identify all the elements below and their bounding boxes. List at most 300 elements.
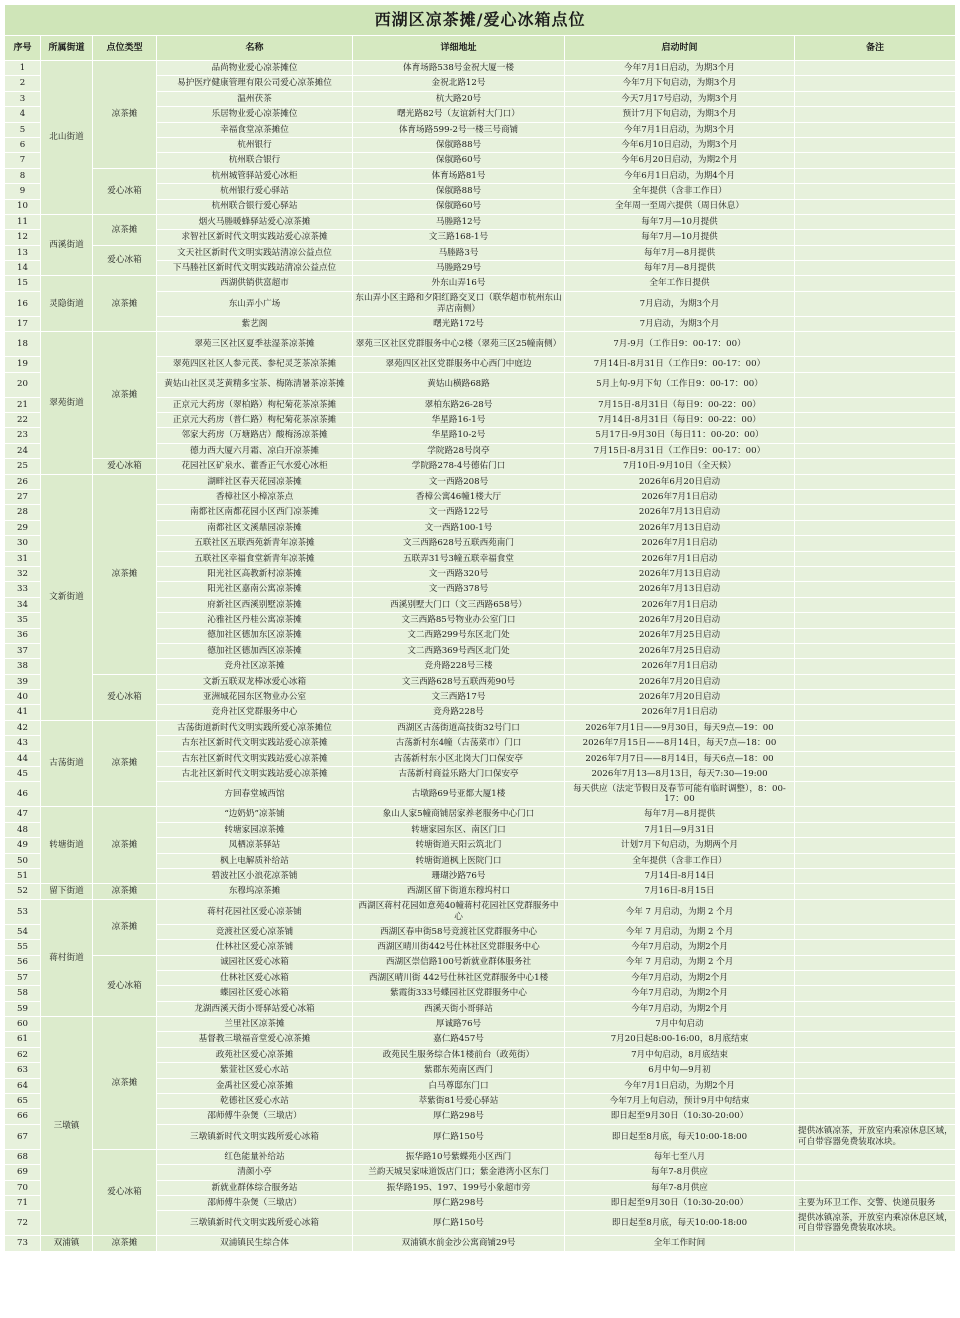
name-cell: 杭州联合银行爱心驿站 [157,199,353,214]
name-cell: 紫萱社区爱心水站 [157,1063,353,1078]
row-number-cell: 52 [5,884,41,899]
row-number-cell: 71 [5,1196,41,1211]
name-cell: 紫艺阁 [157,316,353,331]
point-type-cell: 凉茶摊 [93,61,157,169]
remark-cell [795,474,956,489]
address-cell: 厚仁路150号 [353,1124,565,1149]
table-row [5,61,956,76]
name-cell: 杭州银行爱心驿站 [157,184,353,199]
remark-cell [795,838,956,853]
row-number-cell: 53 [5,899,41,924]
table-row [5,332,956,357]
remark-cell [795,397,956,412]
row-number-cell: 44 [5,751,41,766]
address-cell: 古荡新村商益乐路大门口保安亭 [353,767,565,782]
row-number-cell: 16 [5,291,41,316]
name-cell: 诚园社区爱心冰箱 [157,955,353,970]
start-time-cell: 2026年7月1日——9月30日，每天9点—19：00 [565,720,795,735]
remark-cell [795,230,956,245]
start-time-cell: 每年7月—10月提供 [565,230,795,245]
table-row [5,168,956,183]
start-time-cell: 2026年7月20日启动 [565,674,795,689]
remark-cell [795,184,956,199]
remark-cell: 提供冰镇凉茶，开放室内乘凉休息区域，可自带容器免费装取冰块。 [795,1124,956,1149]
row-number-cell: 6 [5,137,41,152]
row-number-cell: 64 [5,1078,41,1093]
name-cell: 阳光社区嘉南公寓凉茶摊 [157,582,353,597]
address-cell: 转塘街道枫上医院门口 [353,853,565,868]
address-cell: 西湖区古荡街道高技街32号门口 [353,720,565,735]
table-row [5,474,956,489]
remark-cell: 提供冰镇凉茶，开放室内乘凉休息区域，可自带容器免费装取冰块。 [795,1211,956,1236]
street-cell: 西溪街道 [41,214,93,276]
address-cell: 紫霞街333号蝶园社区党群服务中心 [353,986,565,1001]
street-cell: 灵隐街道 [41,276,93,332]
row-number-cell: 11 [5,214,41,229]
row-number-cell: 56 [5,955,41,970]
remark-cell [795,924,956,939]
start-time-cell: 今年7月启动，为期2个月 [565,1001,795,1016]
address-cell: 翠柏东路26-28号 [353,397,565,412]
remark-cell [795,853,956,868]
row-number-cell: 33 [5,582,41,597]
address-cell: 翠苑四区社区党群服务中心西门中庭边 [353,357,565,372]
street-cell: 文新街道 [41,474,93,720]
name-cell: 沁雅社区丹桂公寓凉茶摊 [157,613,353,628]
name-cell: 红色能量补给站 [157,1149,353,1164]
table-row [5,884,956,899]
remark-cell [795,1017,956,1032]
name-cell: 杭州联合银行 [157,153,353,168]
row-number-cell: 15 [5,276,41,291]
point-type-cell: 爱心冰箱 [93,955,157,1017]
start-time-cell: 7月启动，为期3个月 [565,291,795,316]
row-number-cell: 20 [5,372,41,397]
start-time-cell: 今天7月17号启动，为期3个月 [565,91,795,106]
remark-cell [795,1094,956,1109]
remark-cell [795,443,956,458]
address-cell: 竞舟路228号三楼 [353,659,565,674]
row-number-cell: 61 [5,1032,41,1047]
row-number-cell: 5 [5,122,41,137]
row-number-cell: 60 [5,1017,41,1032]
street-cell: 古荡街道 [41,720,93,807]
row-number-cell: 55 [5,940,41,955]
start-time-cell: 全年周一至周六提供（周日休息） [565,199,795,214]
address-cell: 文一西路378号 [353,582,565,597]
row-number-cell: 8 [5,168,41,183]
point-type-cell: 凉茶摊 [93,899,157,955]
row-number-cell: 19 [5,357,41,372]
start-time-cell: 5月17日-9月30日（每日11：00-20：00） [565,428,795,443]
table-row [5,1017,956,1032]
name-cell: 乐居物业爱心凉茶摊位 [157,107,353,122]
point-type-cell: 凉茶摊 [93,720,157,807]
remark-cell [795,782,956,807]
table-row [5,899,956,924]
start-time-cell: 7月15日-8月31日（工作日9：00-17：00） [565,443,795,458]
start-time-cell: 每年7-8月供应 [565,1180,795,1195]
remark-cell [795,659,956,674]
name-cell: 正京元大药房（普仁路）枸杞菊花茶凉茶摊 [157,413,353,428]
row-number-cell: 45 [5,767,41,782]
start-time-cell: 7月启动，为期3个月 [565,316,795,331]
start-time-cell: 即日起至9月30日（10:30-20:00） [565,1109,795,1124]
address-cell: 西溪别墅大门口（文三西路658号） [353,597,565,612]
address-cell: 文二西路369号西区北门处 [353,643,565,658]
name-cell: 五联社区幸福食堂新青年凉茶摊 [157,551,353,566]
start-time-cell: 2026年7月25日启动 [565,628,795,643]
remark-cell [795,955,956,970]
point-type-cell: 爱心冰箱 [93,674,157,720]
point-type-cell: 爱心冰箱 [93,245,157,276]
start-time-cell: 今年7月启动，为期2个月 [565,986,795,1001]
start-time-cell: 全年工作日提供 [565,276,795,291]
remark-cell: 主要为环卫工作、交警、快递员服务 [795,1196,956,1211]
address-cell: 学院路28号岗亭 [353,443,565,458]
name-cell: 易护医疗健康管理有限公司爱心凉茶摊位 [157,76,353,91]
name-cell: 古东社区新时代文明实践站爱心凉茶摊 [157,736,353,751]
start-time-cell: 每年七至八月 [565,1149,795,1164]
remark-cell [795,413,956,428]
address-cell: 体育场路81号 [353,168,565,183]
table-row [5,459,956,474]
address-cell: 振华路10号紫蝶苑小区西门 [353,1149,565,1164]
name-cell: 古东社区新时代文明实践站爱心凉茶摊 [157,751,353,766]
name-cell: 蒋村花园社区爱心凉茶铺 [157,899,353,924]
remark-cell [795,505,956,520]
row-number-cell: 2 [5,76,41,91]
remark-cell [795,372,956,397]
remark-cell [795,643,956,658]
name-cell: 邵师傅牛杂煲（三墩店） [157,1196,353,1211]
address-cell: 西湖区晴川街 442号仕林社区党群服务中心1楼 [353,970,565,985]
name-cell: 德加社区德加东区凉茶摊 [157,628,353,643]
row-number-cell: 49 [5,838,41,853]
name-cell: 阳光社区高教新村凉茶摊 [157,566,353,581]
point-type-cell: 爱心冰箱 [93,168,157,214]
row-number-cell: 14 [5,261,41,276]
table-row [5,276,956,291]
table-row [5,674,956,689]
start-time-cell: 7月14日-8月14日 [565,868,795,883]
remark-cell [795,1001,956,1016]
table-row [5,1236,956,1251]
remark-cell [795,214,956,229]
remark-cell [795,1063,956,1078]
row-number-cell: 63 [5,1063,41,1078]
address-cell: 文一西路320号 [353,566,565,581]
point-type-cell: 凉茶摊 [93,474,157,674]
row-number-cell: 12 [5,230,41,245]
address-cell: 保俶路88号 [353,184,565,199]
start-time-cell: 今年7月上旬启动，预计9月中旬结束 [565,1094,795,1109]
name-cell: 清颜小亭 [157,1165,353,1180]
row-number-cell: 10 [5,199,41,214]
street-cell: 三墩镇 [41,1017,93,1236]
start-time-cell: 2026年7月1日启动 [565,489,795,504]
remark-cell [795,736,956,751]
row-number-cell: 73 [5,1236,41,1251]
table-row [5,955,956,970]
name-cell: 杭州银行 [157,137,353,152]
name-cell: 转塘家园凉茶摊 [157,822,353,837]
row-number-cell: 57 [5,970,41,985]
name-cell: 东穆坞凉茶摊 [157,884,353,899]
start-time-cell: 2026年7月20日启动 [565,690,795,705]
start-time-cell: 2026年7月13日启动 [565,566,795,581]
column-header: 详细地址 [353,36,565,61]
address-cell: 香樟公寓46幢1楼大厅 [353,489,565,504]
row-number-cell: 39 [5,674,41,689]
remark-cell [795,970,956,985]
row-number-cell: 65 [5,1094,41,1109]
address-cell: 厚诚路76号 [353,1017,565,1032]
address-cell: 文三西路628号五联西苑90号 [353,674,565,689]
row-number-cell: 38 [5,659,41,674]
address-cell: 翠苑三区社区党群服务中心2楼（翠苑三区25幢南侧） [353,332,565,357]
remark-cell [795,122,956,137]
remark-cell [795,613,956,628]
remark-cell [795,751,956,766]
address-cell: 文三西路85号物业办公室门口 [353,613,565,628]
name-cell: 方回春堂城西馆 [157,782,353,807]
remark-cell [795,1149,956,1164]
start-time-cell: 全年提供（含非工作日） [565,184,795,199]
row-number-cell: 24 [5,443,41,458]
address-cell: 厚仁路298号 [353,1109,565,1124]
point-type-cell: 爱心冰箱 [93,1149,157,1236]
name-cell: 金禹社区爱心凉茶摊 [157,1078,353,1093]
address-cell: 五联弄31号3幢五联幸福食堂 [353,551,565,566]
row-number-cell: 3 [5,91,41,106]
start-time-cell: 每年7月—8月提供 [565,261,795,276]
address-cell: 华星路16-1号 [353,413,565,428]
start-time-cell: 今年7月启动，为期2个月 [565,940,795,955]
address-cell: 文三路168-1号 [353,230,565,245]
start-time-cell: 7月-9月（工作日9：00-17：00） [565,332,795,357]
address-cell: 珊瑚沙路76号 [353,868,565,883]
remark-cell [795,899,956,924]
address-cell: 文三西路17号 [353,690,565,705]
start-time-cell: 即日起至8月底，每天10:00-18:00 [565,1124,795,1149]
remark-cell [795,551,956,566]
row-number-cell: 54 [5,924,41,939]
remark-cell [795,459,956,474]
address-cell: 古荡新村东小区北岗大门口保安亭 [353,751,565,766]
row-number-cell: 47 [5,807,41,822]
name-cell: 文天社区新时代文明实践站清凉公益点位 [157,245,353,260]
address-cell: 曙光路82号（友谊新村大门口） [353,107,565,122]
start-time-cell: 计划7月下旬启动，为期两个月 [565,838,795,853]
address-cell: 文一西路208号 [353,474,565,489]
row-number-cell: 48 [5,822,41,837]
start-time-cell: 今年7月1日启动，为期2个月 [565,1078,795,1093]
remark-cell [795,868,956,883]
address-cell: 白马尊邸东门口 [353,1078,565,1093]
remark-cell [795,489,956,504]
point-type-cell: 凉茶摊 [93,1236,157,1251]
start-time-cell: 2026年7月1日启动 [565,536,795,551]
remark-cell [795,520,956,535]
row-number-cell: 18 [5,332,41,357]
address-cell: 西湖区留下街道东穆坞村口 [353,884,565,899]
name-cell: 黄姑山社区灵芝黄精多宝茶、梅陈清暑茶凉茶摊 [157,372,353,397]
row-number-cell: 72 [5,1211,41,1236]
remark-cell [795,986,956,1001]
street-cell: 转塘街道 [41,807,93,884]
table-container [4,4,955,1252]
row-number-cell: 68 [5,1149,41,1164]
row-number-cell: 30 [5,536,41,551]
remark-cell [795,316,956,331]
start-time-cell: 2026年7月7日——8月14日，每天6点—18：00 [565,751,795,766]
name-cell: 湖畔社区春天花园凉茶摊 [157,474,353,489]
name-cell: 竞舟社区党群服务中心 [157,705,353,720]
column-header: 名称 [157,36,353,61]
name-cell: 邵师傅牛杂煲（三墩店） [157,1109,353,1124]
start-time-cell: 7月1日—9月31日 [565,822,795,837]
points-table [4,4,956,1252]
address-cell: 紫郡东苑南区西门 [353,1063,565,1078]
address-cell: 转塘街道天阳云筑北门 [353,838,565,853]
name-cell: 东山弄小广场 [157,291,353,316]
row-number-cell: 17 [5,316,41,331]
address-cell: 学院路278-4号德佑门口 [353,459,565,474]
start-time-cell: 2026年7月1日启动 [565,597,795,612]
row-number-cell: 51 [5,868,41,883]
remark-cell [795,940,956,955]
remark-cell [795,428,956,443]
row-number-cell: 26 [5,474,41,489]
table-body [5,61,956,1252]
remark-cell [795,690,956,705]
start-time-cell: 即日起至9月30日（10:30-20:00） [565,1196,795,1211]
name-cell: 蝶园社区爱心冰箱 [157,986,353,1001]
name-cell: 翠苑三区社区夏季祛湿茶凉茶摊 [157,332,353,357]
start-time-cell: 2026年7月13日启动 [565,505,795,520]
name-cell: 凤栖凉茶驿站 [157,838,353,853]
start-time-cell: 7月中旬启动，8月底结束 [565,1047,795,1062]
remark-cell [795,1236,956,1251]
row-number-cell: 23 [5,428,41,443]
name-cell: 乾德社区爱心水站 [157,1094,353,1109]
remark-cell [795,767,956,782]
row-number-cell: 58 [5,986,41,1001]
row-number-cell: 27 [5,489,41,504]
name-cell: 幸福食堂凉茶摊位 [157,122,353,137]
remark-cell [795,582,956,597]
name-cell: 烟火马塍暖蜂驿站爱心凉茶摊 [157,214,353,229]
start-time-cell: 7月20日起8:00-16:00，8月底结束 [565,1032,795,1047]
point-type-cell: 凉茶摊 [93,214,157,245]
address-cell: 保俶路88号 [353,137,565,152]
header-row [5,36,956,61]
name-cell: 温州茯茶 [157,91,353,106]
address-cell: 马塍路29号 [353,261,565,276]
row-number-cell: 50 [5,853,41,868]
remark-cell [795,91,956,106]
name-cell: 兰里社区凉茶摊 [157,1017,353,1032]
address-cell: 文三西路628号五联西苑南门 [353,536,565,551]
start-time-cell: 全年提供（含非工作日） [565,853,795,868]
street-cell: 翠苑街道 [41,332,93,474]
remark-cell [795,332,956,357]
name-cell: 五联社区五联西苑新青年凉茶摊 [157,536,353,551]
name-cell: 求智社区新时代文明实践站爱心凉茶摊 [157,230,353,245]
start-time-cell: 6月中旬—9月初 [565,1063,795,1078]
address-cell: 马塍路3号 [353,245,565,260]
start-time-cell: 5月上旬-9月下旬（工作日9：00-17：00） [565,372,795,397]
row-number-cell: 41 [5,705,41,720]
remark-cell [795,1078,956,1093]
start-time-cell: 2026年7月13日启动 [565,582,795,597]
start-time-cell: 2026年7月1日启动 [565,705,795,720]
point-type-cell: 爱心冰箱 [93,459,157,474]
name-cell: 德加社区德加西区凉茶摊 [157,643,353,658]
street-cell: 留下街道 [41,884,93,899]
start-time-cell: 每年7月—10月提供 [565,214,795,229]
name-cell: 古荡街道新时代文明实践所爱心凉茶摊位 [157,720,353,735]
name-cell: 南都社区南都花园小区西门凉茶摊 [157,505,353,520]
row-number-cell: 25 [5,459,41,474]
column-header: 点位类型 [93,36,157,61]
start-time-cell: 每年7月—8月提供 [565,245,795,260]
address-cell: 兰韵天城吴家味道饭店门口；紫金港湾小区东门 [353,1165,565,1180]
address-cell: 西湖区崇信路100号新就业群体服务社 [353,955,565,970]
start-time-cell: 2026年7月1日启动 [565,551,795,566]
address-cell: 文二西路299号东区北门处 [353,628,565,643]
row-number-cell: 9 [5,184,41,199]
address-cell: 象山人家5幢商铺居家养老服务中心门口 [353,807,565,822]
name-cell: 文新五联双龙棒冰爱心冰箱 [157,674,353,689]
address-cell: 厚仁路150号 [353,1211,565,1236]
start-time-cell: 7月14日-8月31日（工作日9：00-17：00） [565,357,795,372]
name-cell: 政苑社区爱心凉茶摊 [157,1047,353,1062]
address-cell: 文一西路100-1号 [353,520,565,535]
start-time-cell: 今年7月1日启动，为期3个月 [565,61,795,76]
table-row [5,807,956,822]
row-number-cell: 28 [5,505,41,520]
address-cell: 文一西路122号 [353,505,565,520]
row-number-cell: 22 [5,413,41,428]
address-cell: 西湖区蒋村花园如意苑40幢蒋村花园社区党群服务中心 [353,899,565,924]
name-cell: 新就业群体综合服务站 [157,1180,353,1195]
address-cell: 嘉仁路457号 [353,1032,565,1047]
remark-cell [795,1109,956,1124]
name-cell: 双浦镇民生综合体 [157,1236,353,1251]
name-cell: 枫上电解质补给站 [157,853,353,868]
row-number-cell: 62 [5,1047,41,1062]
address-cell: 古荡新村东4幢（古荡菜市）门口 [353,736,565,751]
start-time-cell: 今年 7 月启动，为期 2 个月 [565,924,795,939]
row-number-cell: 34 [5,597,41,612]
remark-cell [795,261,956,276]
start-time-cell: 7月15日-8月31日（每日9：00-22：00） [565,397,795,412]
point-type-cell: 凉茶摊 [93,276,157,332]
address-cell: 双浦镇水前金沙公寓商铺29号 [353,1236,565,1251]
row-number-cell: 7 [5,153,41,168]
address-cell: 曙光路172号 [353,316,565,331]
table-row [5,245,956,260]
table-row [5,214,956,229]
address-cell: 厚仁路298号 [353,1196,565,1211]
remark-cell [795,884,956,899]
remark-cell [795,1032,956,1047]
remark-cell [795,807,956,822]
page-title: 西湖区凉茶摊/爱心冰箱点位 [5,5,956,36]
row-number-cell: 69 [5,1165,41,1180]
